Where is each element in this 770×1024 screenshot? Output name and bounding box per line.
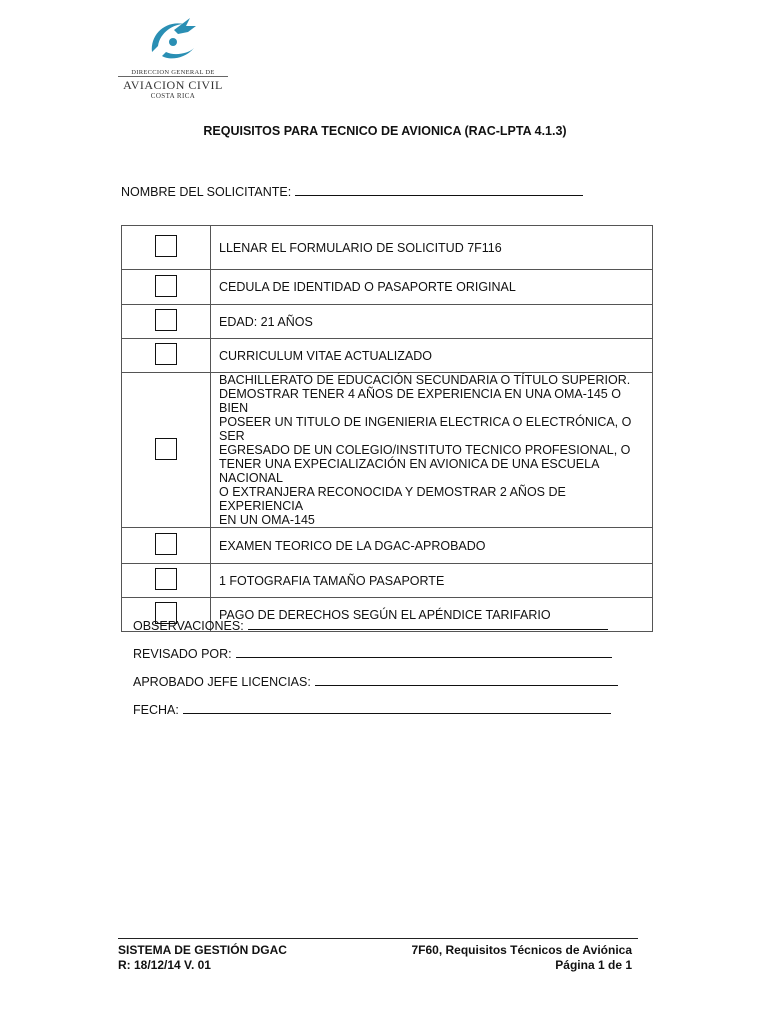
observations-field (133, 617, 608, 633)
requirements-table (121, 225, 653, 632)
requirement-checkbox[interactable] (155, 343, 177, 365)
requirement-text: CEDULA DE IDENTIDAD O PASAPORTE ORIGINAL (211, 270, 653, 305)
requirement-line: EGRESADO DE UN COLEGIO/INSTITUTO TECNICO PROFESIONAL, O (219, 443, 631, 457)
requirement-checkbox[interactable] (155, 438, 177, 460)
requirement-text: PAGO DE DERECHOS SEGÚN EL APÉNDICE TARIFARIO (211, 598, 653, 632)
footer-right (411, 943, 632, 973)
logo-text-line1: DIRECCION GENERAL DE (131, 69, 215, 76)
table-row (122, 373, 653, 528)
date-label: FECHA: (133, 703, 179, 717)
observations-label: OBSERVACIONES: (133, 619, 244, 633)
requirement-checkbox[interactable] (155, 235, 177, 257)
requirement-line: TENER UNA EXPECIALIZACIÓN EN AVIONICA DE UNA ESCUELA NACIONAL (219, 457, 599, 485)
requirement-text-education (211, 373, 653, 528)
footer-divider (118, 938, 638, 939)
table-row (122, 528, 653, 564)
requirement-text: 1 FOTOGRAFIA TAMAÑO PASAPORTE (211, 564, 653, 598)
logo-text-line2: AVIACION CIVIL (118, 76, 228, 93)
date-field (133, 701, 611, 717)
requirement-checkbox[interactable] (155, 533, 177, 555)
requirement-line: POSEER UN TITULO DE INGENIERIA ELECTRICA O ELECTRÓNICA, O SER (219, 415, 632, 443)
footer-left (118, 943, 287, 973)
requirement-checkbox[interactable] (155, 309, 177, 331)
requirement-text: CURRICULUM VITAE ACTUALIZADO (211, 339, 653, 373)
requirement-line: DEMOSTRAR TENER 4 AÑOS DE EXPERIENCIA EN UNA OMA-145 O BIEN (219, 387, 621, 415)
approved-by-label: APROBADO JEFE LICENCIAS: (133, 675, 311, 689)
footer-doc-title: 7F60, Requisitos Técnicos de Aviónica (411, 943, 632, 957)
applicant-name-input[interactable] (295, 183, 583, 196)
approved-by-field (133, 673, 618, 689)
table-row (122, 270, 653, 305)
logo-text-line3: COSTA RICA (150, 92, 196, 100)
document-title: REQUISITOS PARA TECNICO DE AVIONICA (RAC-LPTA 4.1.3) (203, 124, 567, 138)
requirement-line: BACHILLERATO DE EDUCACIÓN SECUNDARIA O TÍTULO SUPERIOR. (219, 373, 631, 387)
requirement-text: LLENAR EL FORMULARIO DE SOLICITUD 7F116 (211, 226, 653, 270)
observations-input[interactable] (248, 617, 608, 630)
airplane-swoosh-icon (144, 12, 202, 68)
applicant-name-field (121, 183, 583, 199)
requirement-checkbox[interactable] (155, 568, 177, 590)
requirement-line: O EXTRANJERA RECONOCIDA Y DEMOSTRAR 2 AÑOS DE EXPERIENCIA (219, 485, 566, 513)
table-row (122, 305, 653, 339)
table-row (122, 339, 653, 373)
requirement-text: EDAD: 21 AÑOS (211, 305, 653, 339)
requirement-line: EN UN OMA-145 (219, 513, 315, 527)
footer-revision: R: 18/12/14 V. 01 (118, 958, 211, 972)
table-row (122, 564, 653, 598)
requirement-text: EXAMEN TEORICO DE LA DGAC-APROBADO (211, 528, 653, 564)
requirement-checkbox[interactable] (155, 275, 177, 297)
footer-page-number: Página 1 de 1 (555, 958, 632, 972)
reviewed-by-input[interactable] (236, 645, 612, 658)
dgac-logo (118, 12, 228, 100)
table-row (122, 226, 653, 270)
date-input[interactable] (183, 701, 611, 714)
approved-by-input[interactable] (315, 673, 618, 686)
reviewed-by-field (133, 645, 612, 661)
applicant-name-label: NOMBRE DEL SOLICITANTE: (121, 185, 292, 199)
reviewed-by-label: REVISADO POR: (133, 647, 232, 661)
footer-system: SISTEMA DE GESTIÓN DGAC (118, 943, 287, 957)
